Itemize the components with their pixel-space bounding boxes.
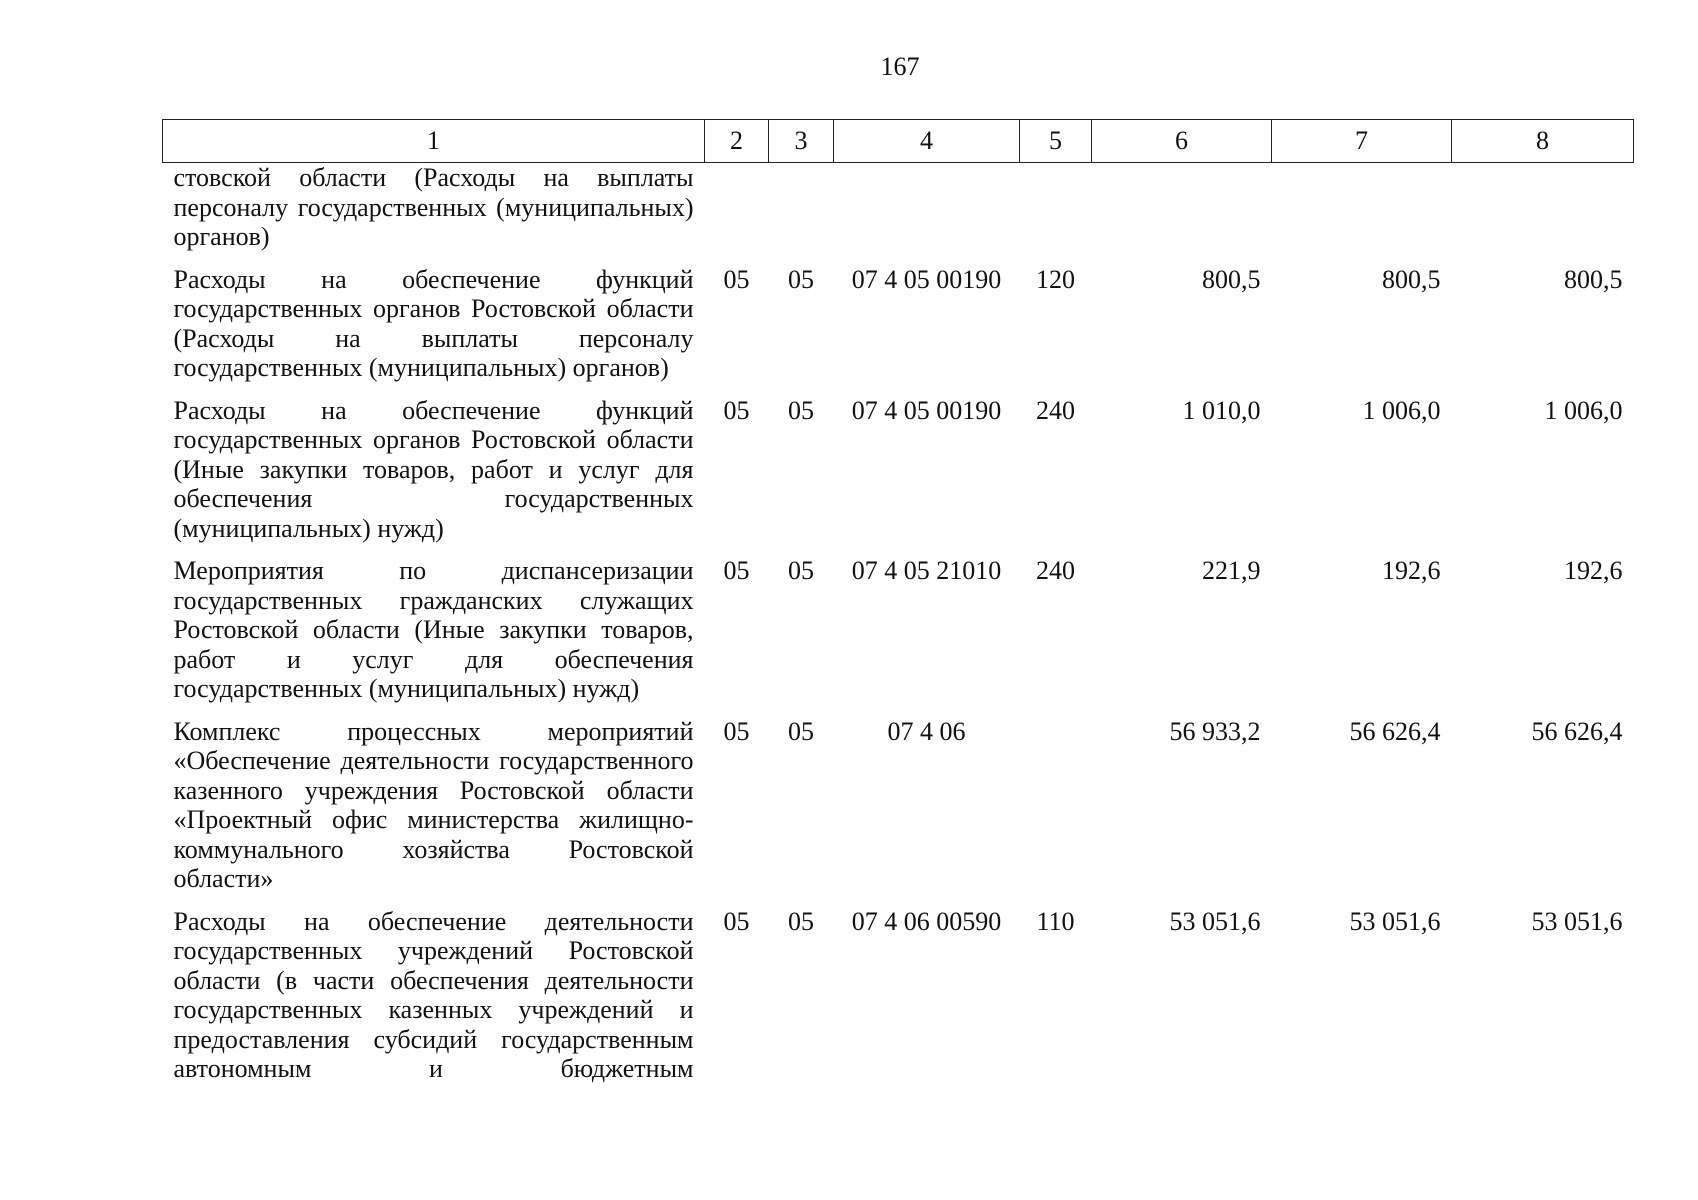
page-number: 167 — [880, 52, 920, 81]
row-subsection: 05 — [788, 264, 814, 294]
column-header-3: 3 — [769, 120, 834, 163]
column-number-header-row — [163, 120, 1634, 163]
row-subsection: 05 — [788, 395, 814, 425]
row-subsection: 05 — [788, 716, 814, 746]
column-header-8: 8 — [1452, 120, 1634, 163]
row-description: стовской области (Расходы на выплаты персоналу государственных (муниципальных) органов) — [173, 163, 694, 251]
row-section: 05 — [723, 716, 750, 746]
row-value-2: 53 051,6 — [1349, 906, 1441, 936]
row-value-3: 56 626,4 — [1531, 716, 1623, 746]
row-target-article: 07 4 05 00190 — [851, 264, 1002, 294]
row-value-2: 1 006,0 — [1362, 395, 1441, 425]
row-section: 05 — [723, 556, 750, 585]
row-subsection: 05 — [788, 556, 814, 585]
row-value-2: 56 626,4 — [1349, 716, 1441, 746]
row-target-article — [834, 163, 1020, 265]
row-description: Мероприятия по диспансеризации государственных гражданских служащих Ростовской области (Иные закупки товаров, работ и услуг для обеспечения государственных (муниципальных) нужд) — [173, 556, 694, 703]
row-value-3: 800,5 — [1564, 264, 1623, 294]
row-description: Комплекс процессных мероприятий «Обеспечение деятельности государственного казенного учреждения Ростовской области «Проектный офис министерства жилищно-коммунального хозяйства Ростовской области» — [173, 716, 694, 893]
row-section: 05 — [723, 906, 750, 936]
row-target-article: 07 4 05 21010 — [851, 556, 1002, 585]
row-value-3: 192,6 — [1564, 556, 1623, 585]
row-expense-type — [1020, 163, 1092, 265]
row-expense-type: 240 — [1036, 556, 1075, 585]
table-row — [163, 265, 1634, 396]
column-header-1: 1 — [163, 120, 705, 163]
row-expense-type: 120 — [1036, 264, 1075, 294]
table-row — [163, 396, 1634, 557]
budget-table — [162, 119, 1634, 1097]
column-header-2: 2 — [705, 120, 769, 163]
row-value-1: 221,9 — [1202, 556, 1261, 585]
row-value-2: 192,6 — [1382, 556, 1441, 585]
row-value-1: 53 051,6 — [1169, 906, 1261, 936]
row-expense-type: 110 — [1036, 906, 1075, 936]
table-row — [163, 717, 1634, 907]
row-section — [705, 163, 769, 265]
column-header-5: 5 — [1020, 120, 1092, 163]
row-subsection — [769, 163, 834, 265]
row-subsection: 05 — [788, 906, 814, 936]
row-value-1: 1 010,0 — [1182, 395, 1261, 425]
row-value-2 — [1272, 163, 1452, 265]
row-description: Расходы на обеспечение деятельности государственных учреждений Ростовской области (в части обеспечения деятельности государственных казенных учреждений и предоставления субсидий государственным автономным и бюджетным — [173, 906, 694, 1083]
row-value-1 — [1092, 163, 1272, 265]
column-header-6: 6 — [1092, 120, 1272, 163]
row-value-2: 800,5 — [1382, 264, 1441, 294]
row-value-3 — [1452, 163, 1634, 265]
row-value-1: 56 933,2 — [1169, 716, 1261, 746]
row-description: Расходы на обеспечение функций государственных органов Ростовской области (Иные закупки товаров, работ и услуг для обеспечения государственных (муниципальных) нужд) — [173, 395, 694, 543]
row-target-article: 07 4 06 00590 — [851, 906, 1002, 936]
row-target-article: 07 4 05 00190 — [851, 395, 1002, 425]
row-value-3: 53 051,6 — [1531, 906, 1623, 936]
row-value-1: 800,5 — [1202, 264, 1261, 294]
row-target-article: 07 4 06 — [887, 716, 966, 746]
row-expense-type — [1020, 717, 1092, 907]
table-row — [163, 556, 1634, 717]
row-value-3: 1 006,0 — [1544, 395, 1623, 425]
table-row — [163, 907, 1634, 1097]
table-row — [163, 163, 1634, 265]
row-description: Расходы на обеспечение функций государственных органов Ростовской области (Расходы на выплаты персоналу государственных (муниципальных) органов) — [173, 264, 694, 382]
row-section: 05 — [723, 395, 750, 425]
column-header-7: 7 — [1272, 120, 1452, 163]
row-section: 05 — [723, 264, 750, 294]
column-header-4: 4 — [834, 120, 1020, 163]
row-expense-type: 240 — [1036, 395, 1075, 425]
